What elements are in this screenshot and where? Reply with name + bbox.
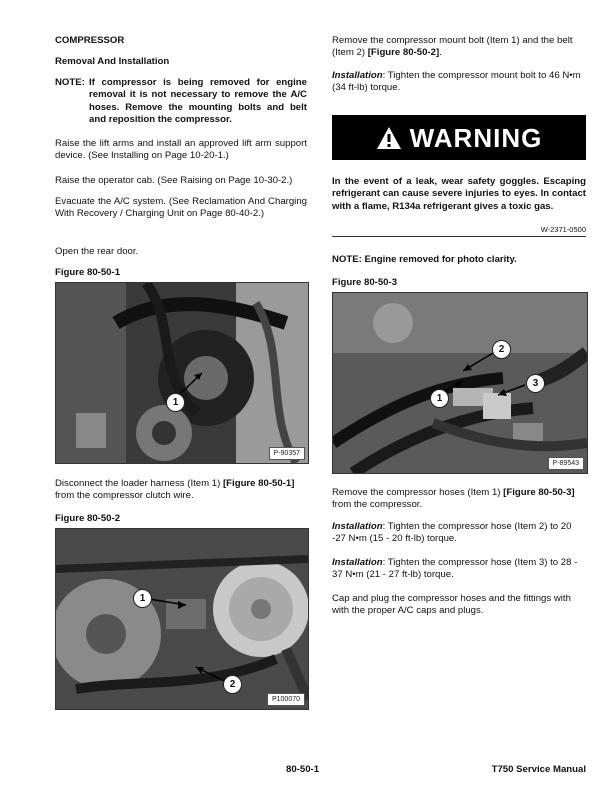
manual-title: T750 Service Manual xyxy=(491,764,586,775)
paragraph-cap-plug: Cap and plug the compressor hoses and the fittings with with the proper A/C caps and plugs. xyxy=(332,593,571,617)
paragraph-disconnect-harness: Disconnect the loader harness (Item 1) [Figure 80-50-1] from the compressor clutch wire. xyxy=(55,478,295,502)
paragraph-lift-arms: Raise the lift arms and install an approved lift arm support device. (See Installing on Page 10-20-1.) xyxy=(55,138,307,162)
figure-ref: [Figure 80-50-3] xyxy=(503,487,575,498)
paragraph-remove-bolt: Remove the compressor mount bolt (Item 1) and the belt (Item 2) [Figure 80-50-2]. xyxy=(332,35,573,59)
figure-2-callout-2: 2 xyxy=(223,675,242,694)
warning-triangle-icon xyxy=(376,126,402,150)
figure-2-photo xyxy=(55,528,309,710)
figure-3-photo xyxy=(332,292,588,474)
page-number: 80-50-1 xyxy=(286,764,320,775)
paragraph-evacuate: Evacuate the A/C system. (See Reclamation And Charging With Recovery / Charging Unit on Page 80-40-2.) xyxy=(55,196,307,220)
paragraph-open-door: Open the rear door. xyxy=(55,246,139,257)
note-text: If compressor is being removed for engine removal it is not necessary to remove the A/C hoses. Remove the mounting bolts and belt and reposition the compressor. xyxy=(89,77,307,126)
figure-2-callout-1: 1 xyxy=(133,589,152,608)
figure-2-label: Figure 80-50-2 xyxy=(55,513,121,524)
warning-divider xyxy=(332,236,586,237)
warning-text: In the event of a leak, wear safety goggles. Escaping refrigerant can cause severe injuries to eyes. In contact with a flame, R134a refrigerant gives a toxic gas. xyxy=(332,176,586,212)
figure-3-callout-3: 3 xyxy=(526,374,545,393)
figure-ref: [Figure 80-50-1] xyxy=(222,478,295,489)
paragraph-install-hose-3: Installation: Tighten the compressor hose (Item 3) to 28 - 37 N•m (21 - 27 ft-lb) torque. xyxy=(332,557,578,581)
note-photo-clarity: NOTE: Engine removed for photo clarity. xyxy=(332,254,517,265)
paragraph-raise-cab: Raise the operator cab. (See Raising on Page 10-30-2.) xyxy=(55,175,293,186)
subsection-title: Removal And Installation xyxy=(55,56,170,67)
figure-1-photo-code: P-90357 xyxy=(269,447,305,460)
note-label: NOTE: xyxy=(55,77,85,88)
figure-ref: [Figure 80-50-2] xyxy=(367,47,440,59)
paragraph-install-hose-2: Installation: Tighten the compressor hose (Item 2) to 20 -27 N•m (15 - 20 ft-lb) torque. xyxy=(332,521,572,545)
paragraph-remove-hoses: Remove the compressor hoses (Item 1) [Figure 80-50-3] from the compressor. xyxy=(332,487,575,511)
figure-3-callout-1: 1 xyxy=(430,389,449,408)
section-title: COMPRESSOR xyxy=(55,35,125,46)
figure-3-callout-2: 2 xyxy=(492,340,511,359)
warning-title: WARNING xyxy=(409,122,543,153)
figure-1-callout-1: 1 xyxy=(166,393,185,412)
figure-1-photo xyxy=(55,282,309,464)
figure-1-label: Figure 80-50-1 xyxy=(55,267,121,278)
figure-2-photo-code: P100070 xyxy=(267,693,305,706)
warning-code: W-2371-0500 xyxy=(540,225,586,234)
figure-3-photo-code: P-89543 xyxy=(548,457,584,470)
figure-3-label: Figure 80-50-3 xyxy=(332,277,398,288)
paragraph-install-bolt: Installation: Tighten the compressor mount bolt to 46 N•m (34 ft-lb) torque. xyxy=(332,70,581,94)
warning-banner xyxy=(332,115,586,160)
